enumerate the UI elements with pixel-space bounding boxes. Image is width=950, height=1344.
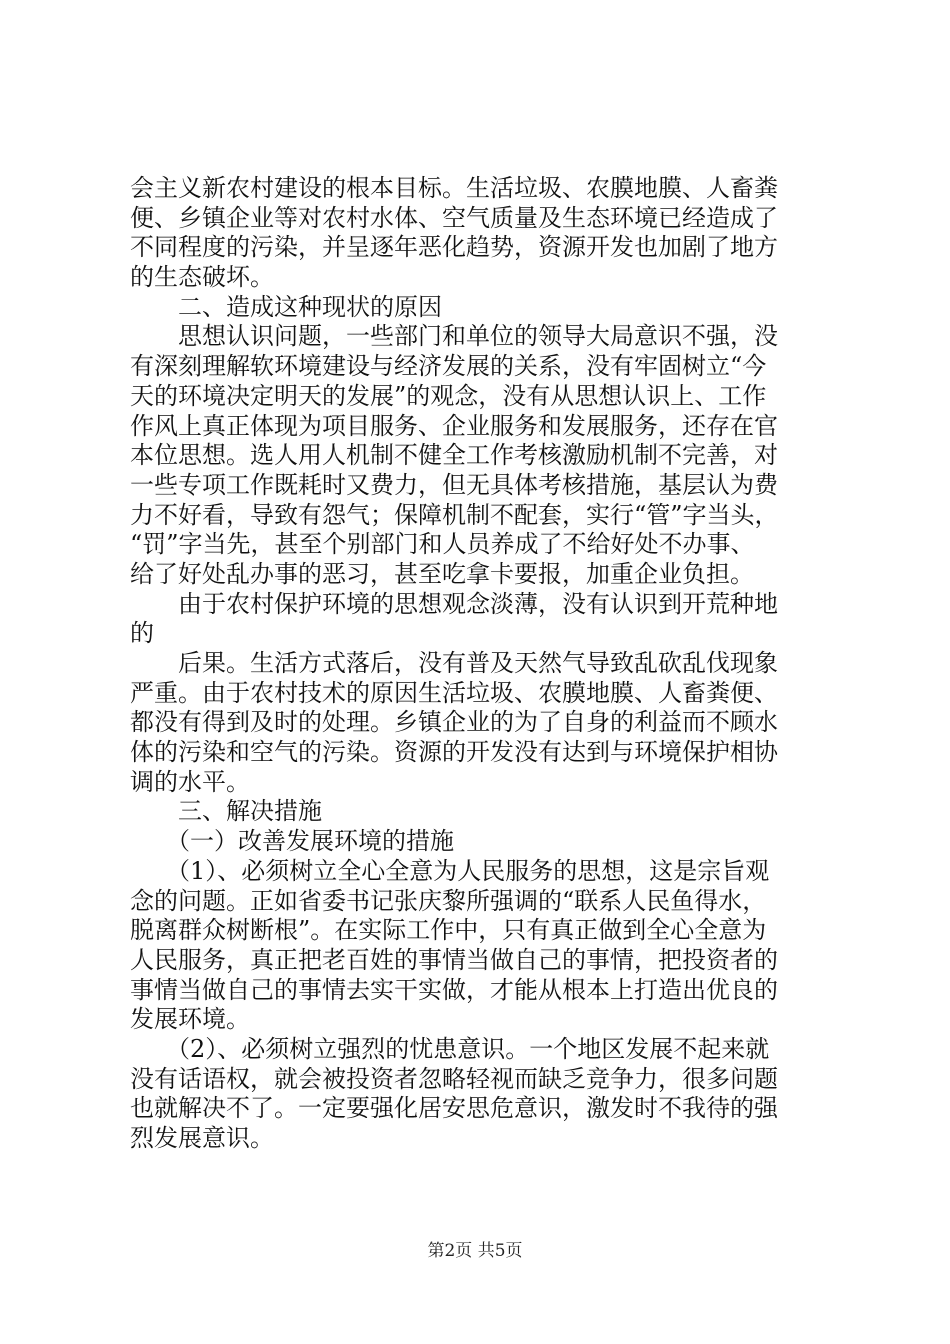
text-line: 调的水平。 xyxy=(130,767,250,796)
text-line: 都没有得到及时的处理。乡镇企业的为了自身的利益而不顾水 xyxy=(130,708,778,737)
text-line: 烈发展意识。 xyxy=(130,1124,274,1152)
text-line: （2）、必须树立强烈的忧患意识。一个地区发展不起来就 xyxy=(130,1034,770,1063)
page-number-label: 第2页 共5页 xyxy=(427,1241,523,1261)
section-heading: 三、解决措施 xyxy=(130,797,322,826)
text-line: 作风上真正体现为项目服务、企业服务和发展服务，还存在官 xyxy=(130,411,778,440)
text-line: 天的环境决定明天的发展”的观念，没有从思想认识上、工作 xyxy=(130,381,767,410)
text-line: 力不好看，导致有怨气；保障机制不配套，实行“管”字当头， xyxy=(130,500,779,529)
subsection-heading: （一）改善发展环境的措施 xyxy=(130,827,454,856)
text-line: “罚”字当先，甚至个别部门和人员养成了不给好处不办事、 xyxy=(130,530,755,559)
document-body xyxy=(130,174,840,1154)
text-line: 后果。生活方式落后，没有普及天然气导致乱砍乱伐现象 xyxy=(130,649,778,677)
text-line: 本位思想。选人用人机制不健全工作考核激励机制不完善，对 xyxy=(130,441,778,470)
text-line: 脱离群众树断根”。在实际工作中，只有真正做到全心全意为 xyxy=(130,916,767,945)
text-line: 事情当做自己的事情去实干实做，才能从根本上打造出优良的 xyxy=(130,975,778,1004)
page-footer xyxy=(0,1240,950,1262)
text-line: 发展环境。 xyxy=(130,1005,250,1034)
text-line: 思想认识问题，一些部门和单位的领导大局意识不强，没 xyxy=(130,322,778,351)
text-line: 便、乡镇企业等对农村水体、空气质量及生态环境已经造成了 xyxy=(130,203,778,232)
text-line: 体的污染和空气的污染。资源的开发没有达到与环境保护相协 xyxy=(130,738,778,767)
section-heading: 二、造成这种现状的原因 xyxy=(130,292,442,321)
text-line: （1）、必须树立全心全意为人民服务的思想，这是宗旨观 xyxy=(130,856,770,885)
text-line: 给了好处乱办事的恶习，甚至吃拿卡要报，加重企业负担。 xyxy=(130,559,754,588)
text-line: 会主义新农村建设的根本目标。生活垃圾、农膜地膜、人畜粪 xyxy=(130,174,778,202)
text-line: 严重。由于农村技术的原因生活垃圾、农膜地膜、人畜粪便、 xyxy=(130,678,778,707)
text-line: 念的问题。正如省委书记张庆黎所强调的“联系人民鱼得水， xyxy=(130,886,767,915)
text-line: 不同程度的污染，并呈逐年恶化趋势，资源开发也加剧了地方 xyxy=(130,233,778,262)
text-line: 由于农村保护环境的思想观念淡薄，没有认识到开荒种地 xyxy=(130,589,778,618)
text-line: 人民服务，真正把老百姓的事情当做自己的事情，把投资者的 xyxy=(130,945,778,974)
text-line: 没有话语权，就会被投资者忽略轻视而缺乏竞争力，很多问题 xyxy=(130,1064,778,1093)
text-line: 有深刻理解软环境建设与经济发展的关系，没有牢固树立“今 xyxy=(130,352,767,381)
text-line: 也就解决不了。一定要强化居安思危意识，激发时不我待的强 xyxy=(130,1094,778,1123)
text-line: 的 xyxy=(130,619,154,648)
text-line: 的生态破坏。 xyxy=(130,263,274,292)
text-line: 一些专项工作既耗时又费力，但无具体考核措施，基层认为费 xyxy=(130,470,778,499)
